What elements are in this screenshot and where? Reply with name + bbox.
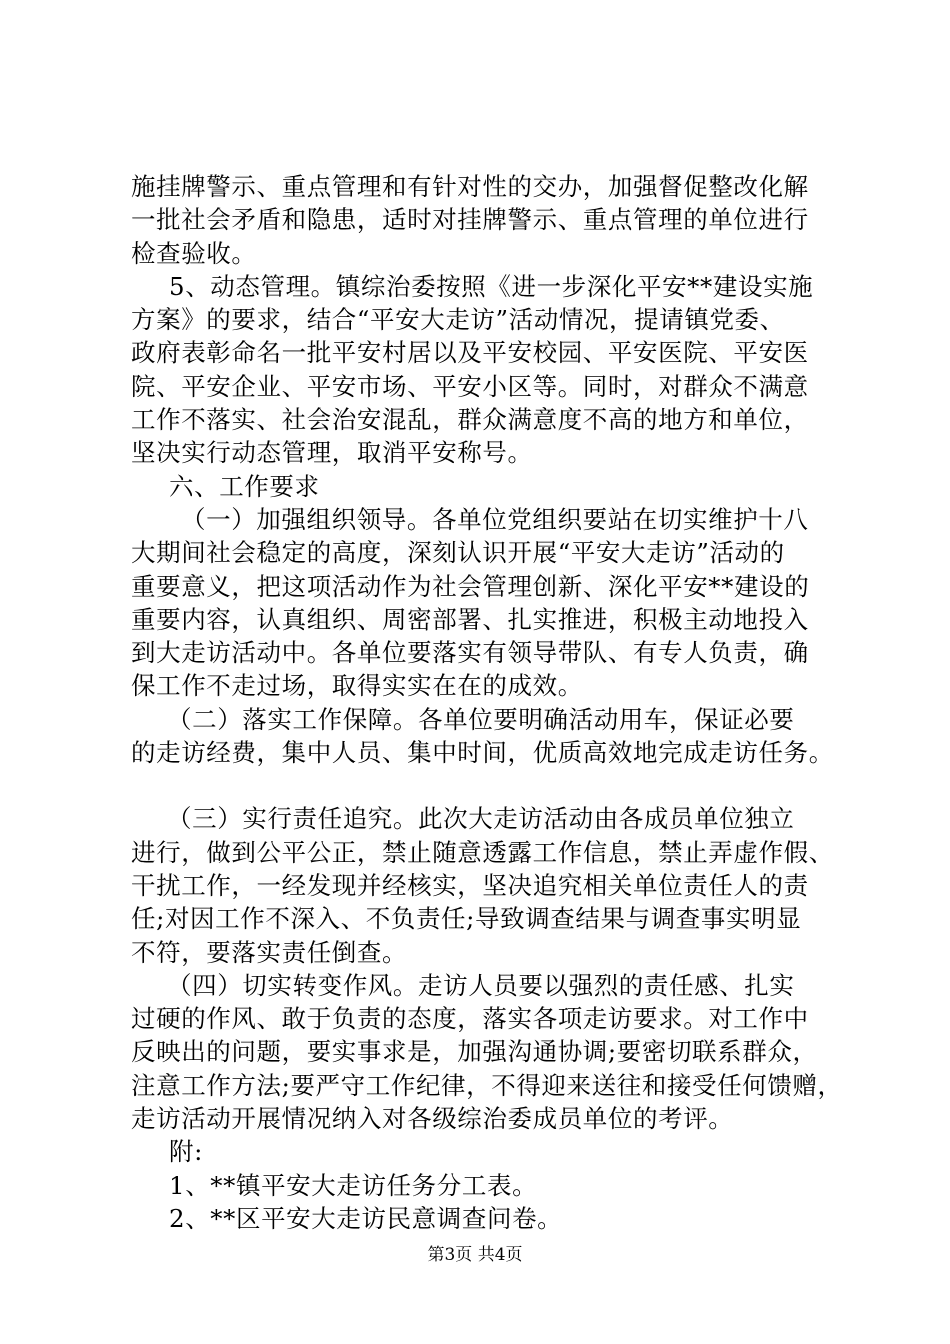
text-line: 大期间社会稳定的高度，深刻认识开展“平安大走访”活动的	[131, 538, 785, 568]
document-body	[131, 170, 843, 1235]
section-heading: 六、工作要求	[169, 471, 320, 501]
text-line: 注意工作方法;要严守工作纪律，不得迎来送往和接受任何馈赠，	[131, 1070, 843, 1100]
text-line: 干扰工作，一经发现并经核实，坚决追究相关单位责任人的责	[131, 870, 809, 900]
text-line: 到大走访活动中。各单位要落实有领导带队、有专人负责，确	[131, 638, 809, 668]
text-line: 反映出的问题，要实事求是，加强沟通协调;要密切联系群众，	[131, 1037, 818, 1067]
text-line: 工作不落实、社会治安混乱，群众满意度不高的地方和单位，	[131, 405, 809, 435]
text-line: 过硬的作风、敢于负责的态度，落实各项走访要求。对工作中	[131, 1004, 809, 1034]
text-line: 检查验收。	[131, 238, 257, 268]
text-line: （二）落实工作保障。各单位要明确活动用车，保证必要	[167, 704, 795, 734]
text-line: 5、动态管理。镇综治委按照《进一步深化平安**建设实施	[169, 271, 814, 301]
text-line: 方案》的要求，结合“平安大走访”活动情况，提请镇党委、	[131, 305, 785, 335]
text-line: （一）加强组织领导。各单位党组织要站在切实维护十八	[181, 504, 809, 534]
text-line: 一批社会矛盾和隐患，适时对挂牌警示、重点管理的单位进行	[131, 205, 809, 235]
text-line: 不符，要落实责任倒查。	[131, 937, 408, 967]
appendix-label: 附:	[169, 1137, 203, 1167]
text-line: 任;对因工作不深入、不负责任;导致调查结果与调查事实明显	[131, 904, 802, 934]
text-line: （四）切实转变作风。走访人员要以强烈的责任感、扎实	[167, 970, 795, 1000]
text-line: 院、平安企业、平安市场、平安小区等。同时，对群众不满意	[131, 371, 809, 401]
text-line: 保工作不走过场，取得实实在在的成效。	[131, 671, 583, 701]
text-line: 进行，做到公平公正，禁止随意透露工作信息，禁止弄虚作假、	[131, 837, 834, 867]
text-line: 施挂牌警示、重点管理和有针对性的交办，加强督促整改化解	[131, 172, 809, 201]
text-line: 的走访经费，集中人员、集中时间，优质高效地完成走访任务。	[131, 738, 834, 768]
text-line: 重要意义，把这项活动作为社会管理创新、深化平安**建设的	[131, 571, 810, 601]
text-line: 走访活动开展情况纳入对各级综治委成员单位的考评。	[131, 1104, 734, 1134]
appendix-item: 1、**镇平安大走访任务分工表。	[169, 1170, 538, 1200]
text-line: （三）实行责任追究。此次大走访活动由各成员单位独立	[167, 804, 795, 834]
text-line: 政府表彰命名一批平安村居以及平安校园、平安医院、平安医	[131, 338, 809, 368]
text-line: 重要内容，认真组织、周密部署、扎实推进，积极主动地投入	[131, 604, 809, 634]
page-number-footer: 第3页 共4页	[427, 1245, 523, 1265]
paragraph-gap	[131, 769, 831, 802]
appendix-item: 2、**区平安大走访民意调查问卷。	[169, 1203, 563, 1233]
text-line: 坚决实行动态管理，取消平安称号。	[131, 438, 533, 468]
